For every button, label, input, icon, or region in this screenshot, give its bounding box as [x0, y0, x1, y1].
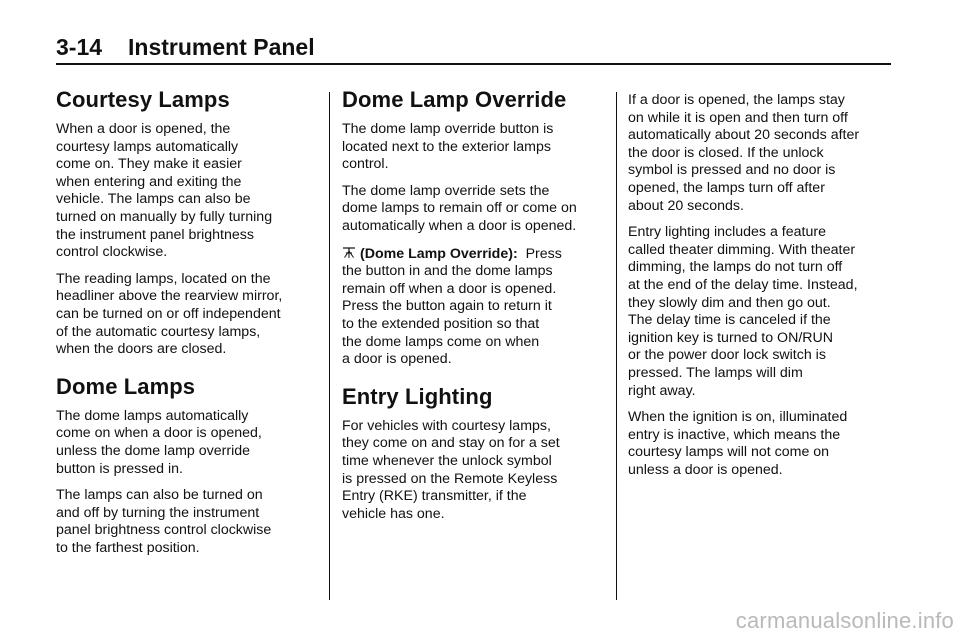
page-header — [56, 34, 891, 64]
text-line: The dome lamps automatically — [56, 407, 249, 424]
text-line: the instrument panel brightness — [56, 226, 254, 243]
text-line: turned on manually by fully turning — [56, 208, 273, 225]
column-3 — [628, 92, 890, 479]
text-line: vehicle has one. — [342, 505, 445, 522]
paragraph-courtesy-2 — [56, 271, 311, 359]
paragraph-ignition — [628, 409, 890, 479]
text-line: to the farthest position. — [56, 539, 200, 556]
text-line: Press the button again to return it — [342, 298, 552, 315]
text-line: a door is opened. — [342, 351, 452, 368]
column-2 — [342, 86, 608, 523]
text-line: about 20 seconds. — [628, 197, 744, 214]
text-line: dimming, the lamps do not turn off — [628, 259, 843, 276]
override-label: (Dome Lamp Override): — [360, 245, 518, 262]
text-line: come on when a door is opened, — [56, 425, 262, 442]
text-line: of the automatic courtesy lamps, — [56, 323, 261, 340]
header-rule — [56, 63, 891, 65]
paragraph-entry-1 — [342, 418, 608, 524]
text-line: pressed. The lamps will dim — [628, 364, 803, 381]
text-line: called theater dimming. With theater — [628, 241, 856, 258]
text-line: The delay time is canceled if the — [628, 312, 831, 329]
text-line: remain off when a door is opened. — [342, 280, 557, 297]
text-line: time whenever the unlock symbol — [342, 452, 552, 469]
text-line: control clockwise. — [56, 244, 168, 261]
paragraph-override-1 — [342, 121, 608, 174]
text-line: they come on and stay on for a set — [342, 435, 560, 452]
paragraph-entry-2 — [628, 92, 890, 215]
text-line: automatically when a door is opened. — [342, 217, 577, 234]
paragraph-override-2 — [342, 183, 608, 236]
watermark: carmanualsonline.info — [735, 608, 954, 633]
text-line: button is pressed in. — [56, 460, 183, 477]
paragraph-courtesy-1 — [56, 121, 311, 262]
text-line: the dome lamps come on when — [342, 333, 540, 350]
text-line: when entering and exiting the — [56, 173, 242, 190]
paragraph-dome-1 — [56, 408, 311, 478]
column-divider-1 — [329, 92, 330, 600]
paragraph-dome-2 — [56, 487, 311, 557]
text-line: If a door is opened, the lamps stay — [628, 92, 845, 108]
text-line: ignition key is turned to ON/RUN — [628, 329, 834, 346]
text-line: when the doors are closed. — [56, 341, 227, 358]
text-line: can be turned on or off independent — [56, 305, 281, 322]
column-divider-2 — [616, 92, 617, 600]
text-line: the door is closed. If the unlock — [628, 144, 824, 161]
text-line: The lamps can also be turned on — [56, 487, 263, 504]
text-line: Entry (RKE) transmitter, if the — [342, 488, 527, 505]
text-line: courtesy lamps automatically — [56, 138, 239, 155]
text-line: the button in and the dome lamps — [342, 263, 553, 280]
text-line: Entry lighting includes a feature — [628, 224, 826, 241]
dome-lamp-override-icon — [342, 245, 356, 259]
text-line: at the end of the delay time. Instead, — [628, 276, 858, 293]
text-line: entry is inactive, which means the — [628, 426, 841, 443]
text-line: courtesy lamps will not come on — [628, 444, 830, 461]
text-line: The reading lamps, located on the — [56, 270, 271, 287]
text-line: located next to the exterior lamps — [342, 138, 551, 155]
paragraph-override-3 — [342, 245, 608, 369]
heading-dome-lamps: Dome Lamps — [56, 373, 196, 399]
text-line: For vehicles with courtesy lamps, — [342, 417, 551, 434]
column-1 — [56, 86, 311, 557]
heading-dome-lamp-override: Dome Lamp Override — [342, 87, 567, 112]
text-line: opened, the lamps turn off after — [628, 179, 825, 196]
text-line: to the extended position so that — [342, 315, 540, 332]
text-line: When the ignition is on, illuminated — [628, 409, 848, 426]
paragraph-theater-dimming — [628, 224, 890, 400]
text-line: automatically about 20 seconds after — [628, 127, 860, 144]
text-line: vehicle. The lamps can also be — [56, 191, 251, 208]
page-number: 3-14 — [56, 34, 103, 60]
override-first-tail: Press — [525, 245, 562, 262]
text-line: unless a door is opened. — [628, 461, 783, 478]
text-line: right away. — [628, 382, 696, 399]
text-line: The dome lamp override sets the — [342, 182, 550, 199]
heading-courtesy-lamps: Courtesy Lamps — [56, 87, 230, 112]
text-line: or the power door lock switch is — [628, 347, 826, 364]
text-line: symbol is pressed and no door is — [628, 162, 836, 179]
text-line: control. — [342, 156, 389, 173]
text-line: dome lamps to remain off or come on — [342, 200, 577, 217]
text-line: unless the dome lamp override — [56, 442, 250, 459]
text-line: panel brightness control clockwise — [56, 522, 272, 539]
section-title: Instrument Panel — [128, 34, 315, 60]
text-line: and off by turning the instrument — [56, 504, 260, 521]
text-line: When a door is opened, the — [56, 121, 231, 137]
heading-entry-lighting: Entry Lighting — [342, 383, 493, 409]
text-line: The dome lamp override button is — [342, 121, 554, 137]
text-line: on while it is open and then turn off — [628, 109, 848, 126]
text-line: is pressed on the Remote Keyless — [342, 470, 558, 487]
text-line: they slowly dim and then go out. — [628, 294, 831, 311]
text-line: headliner above the rearview mirror, — [56, 288, 283, 305]
text-line: come on. They make it easier — [56, 156, 242, 173]
